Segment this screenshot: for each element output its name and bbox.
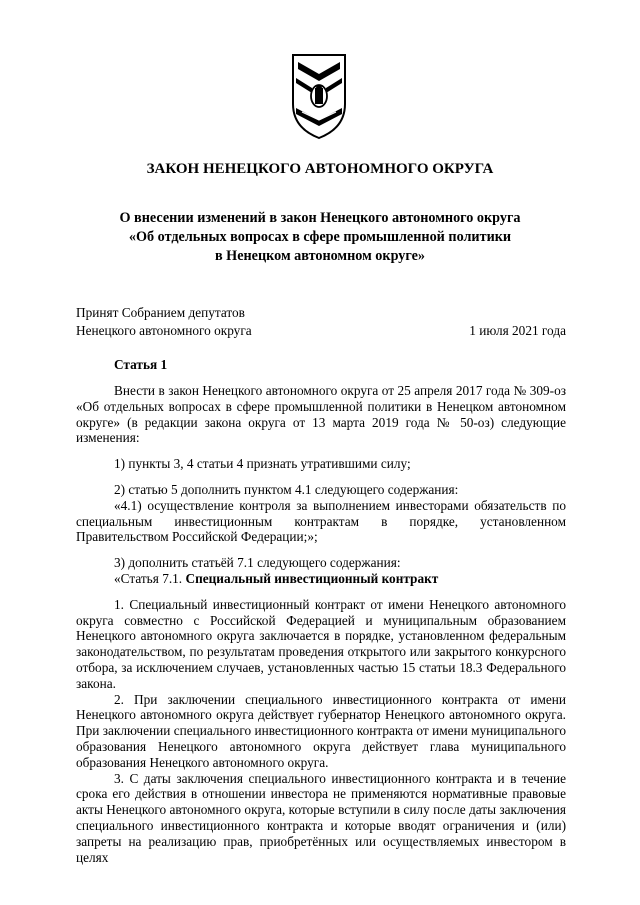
- adoption-date: 1 июля 2021 года: [469, 323, 566, 338]
- paragraph-1: 1. Специальный инвестиционный контракт от имени Ненецкого автономного округа совместно с Российской Федерацией и муниципальным образованием Ненецкого автономного округа заключается в порядке, установленном федеральным законодательством, по результатам проведения открытого или закрытого конкурсного отбора, за исключением случаев, установленных частью 15 статьи 18.3 Федерального закона.: [76, 596, 566, 691]
- item-3-prefix: «Статья 7.1.: [114, 570, 186, 586]
- law-title: ЗАКОН НЕНЕЦКОГО АВТОНОМНОГО ОКРУГА: [146, 161, 494, 177]
- coat-of-arms-emblem: [290, 52, 348, 140]
- adoption-block: [76, 304, 566, 340]
- item-3-title: Специальный инвестиционный контракт: [185, 570, 439, 586]
- paragraph-3: 3. С даты заключения специального инвестиционного контракта и в течение срока его действия в отношении инвестора не применяются нормативные правовые акты Ненецкого автономного округа, которые вступили в силу после даты заключения специального инвестиционного контракта и которые вводят ограничения и (или) запреты на реализацию прав, приобретённых или осуществляемых инвестором в целях: [76, 770, 566, 865]
- article-heading: Статья 1: [114, 357, 168, 372]
- adoption-line-1: Принят Собранием депутатов: [76, 305, 245, 320]
- subtitle-line: «Об отдельных вопросах в сфере промышленной политики: [128, 229, 512, 245]
- intro-paragraph: Внести в закон Ненецкого автономного округа от 25 апреля 2017 года № 309-оз «Об отдельных вопросах в сфере промышленной политики в Ненецком автономном округе» (в редакции закона округа от 13 марта 2019 года № 50-оз) следующие изменения:: [76, 383, 566, 446]
- item-2: 2) статью 5 дополнить пунктом 4.1 следующего содержания:: [114, 481, 459, 497]
- item-3: 3) дополнить статьёй 7.1 следующего содержания:: [114, 555, 401, 571]
- adoption-line-2: Ненецкого автономного округа: [76, 323, 252, 338]
- item-3-heading: [76, 571, 566, 587]
- subtitle-line: в Ненецком автономном округе»: [214, 248, 426, 264]
- item-2-text: «4.1) осуществление контроля за выполнением инвесторами обязательств по специальным инвестиционным контрактам в порядке, установленном Правительством Российской Федерации;»;: [76, 497, 566, 545]
- item-1: 1) пункты 3, 4 статьи 4 признать утратившими силу;: [114, 456, 411, 472]
- article-body: [76, 383, 566, 865]
- paragraph-2: 2. При заключении специального инвестиционного контракта от имени Ненецкого автономного округа действует губернатор Ненецкого автономного округа. При заключении специального инвестиционного контракта от имени муниципального образования Ненецкого автономного округа действует глава муниципального образования Ненецкого автономного округа.: [76, 691, 566, 770]
- law-subtitle: [70, 209, 570, 266]
- subtitle-line: О внесении изменений в закон Ненецкого автономного округа: [119, 210, 521, 226]
